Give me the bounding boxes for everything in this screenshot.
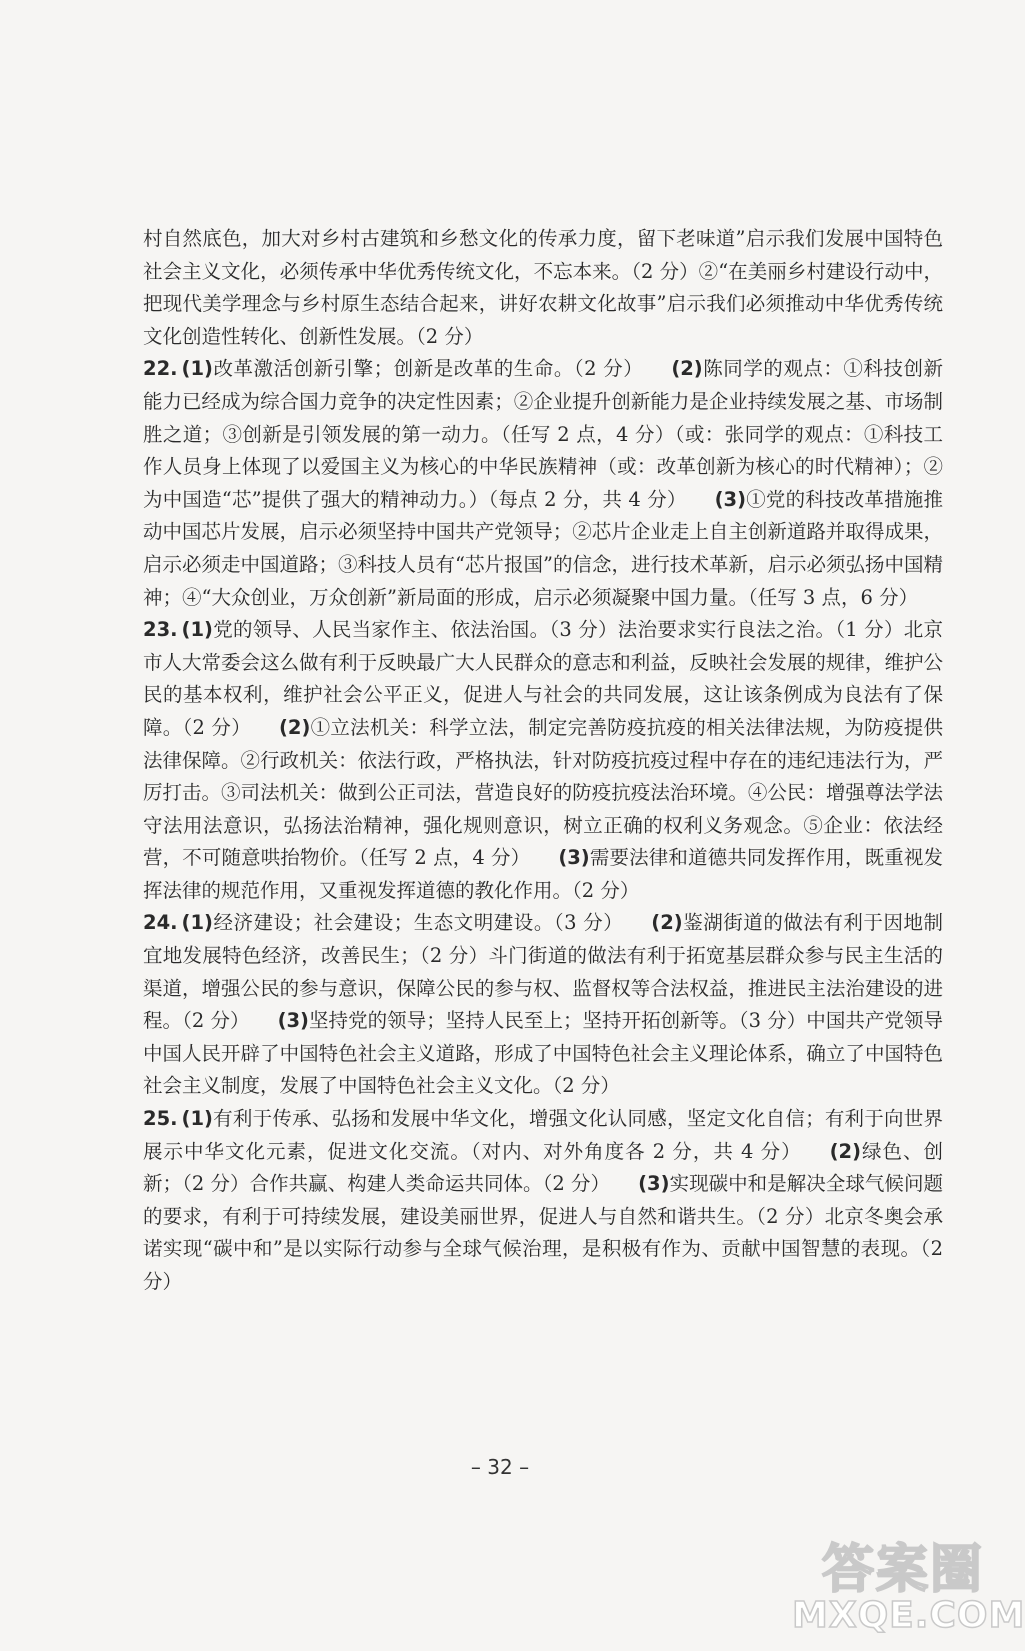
q25-part2-label: (2) — [829, 1139, 862, 1163]
q22-part3-text: ①党的科技改革措施推动中国芯片发展，启示必须坚持中国共产党领导；②芯片企业走上自主创新道路并取得成果，启示必须走中国道路；③科技人员有“芯片报国”的信念，进行技术革新，启示必须弘扬中国精神；④“大众创业，万众创新”新局面的形成，启示必须凝聚中国力量。（任写 3 点，6 分） — [143, 487, 943, 609]
q24-part3-text: 坚持党的领导；坚持人民至上；坚持开拓创新等。（3 分）中国共产党领导中国人民开辟了中国特色社会主义道路，形成了中国特色社会主义理论体系，确立了中国特色社会主义制度，发展了中国特色社会主义文化。（2 分） — [143, 1009, 944, 1098]
q22-part1-label: (1) — [181, 357, 213, 381]
q22-part3-label: (3) — [714, 487, 747, 511]
q24-part2-text: 鉴湖街道的做法有利于因地制宜地发展特色经济，改善民生；（2 分）斗门街道的做法有利于拓宽基层群众参与民主生活的渠道，增强公民的参与意识，保障公民的参与权、监督权等合法权益，推进民主法治建设的进程。（2 分） — [143, 911, 943, 1033]
q25-part2-text: 绿色、创新；（2 分）合作共赢、构建人类命运共同体。（2 分） — [143, 1139, 943, 1196]
answer-24 — [143, 907, 943, 1103]
q23-part3-text: 需要法律和道德共同发挥作用，既重视发挥法律的规范作用，又重视发挥道德的教化作用。（2 分） — [143, 846, 943, 902]
q23-part1-label: (1) — [181, 618, 213, 642]
q25-part1-text: 有利于传承、弘扬和发展中华文化，增强文化认同感，坚定文化自信；有利于向世界展示中华文化元素，促进文化交流。（对内、对外角度各 2 分，共 4 分） — [143, 1107, 943, 1163]
answer-23 — [143, 614, 943, 907]
q25-part1-label: (1) — [181, 1107, 213, 1131]
q23-part1-text: 党的领导、人民当家作主、依法治国。（3 分）法治要求实行良法之治。（1 分）北京市人大常委会这么做有利于反映最广大人民群众的意志和利益，反映社会发展的规律，维护公民的基本权利，维护社会公平正义，促进人与社会的共同发展，这让该条例成为良法有了保障。（2 分） — [143, 618, 943, 739]
watermark-logo-text: 答案圈 — [822, 1540, 985, 1600]
q25-part3-text: 实现碳中和是解决全球气候问题的要求，有利于可持续发展，建设美丽世界，促进人与自然和谐共生。（2 分）北京冬奥会承诺实现“碳中和”是以实际行动参与全球气候治理，是积极有作为、贡献中国智慧的表现。（2 分） — [143, 1172, 943, 1293]
q24-part1-label: (1) — [181, 911, 213, 935]
q24-part1-text: 经济建设；社会建设；生态文明建设。（3 分） — [212, 911, 624, 935]
answer-22 — [143, 353, 943, 614]
q24-part2-label: (2) — [651, 911, 683, 935]
answer-25 — [143, 1103, 943, 1299]
question-number-22: 22. — [143, 357, 178, 381]
intro-text: 村自然底色，加大对乡村古建筑和乡愁文化的传承力度，留下老味道”启示我们发展中国特色社会主义文化，必须传承中华优秀传统文化，不忘本来。（2 分）②“在美丽乡村建设行动中，把现代美学理念与乡村原生态结合起来，讲好农耕文化故事”启示我们必须推动中华优秀传统文化创造性转化、创新性发展。（2 分） — [143, 227, 943, 348]
q23-part2-text: ①立法机关：科学立法，制定完善防疫抗疫的相关法律法规，为防疫提供法律保障。②行政机关：依法行政，严格执法，针对防疫抗疫过程中存在的违纪违法行为，严厉打击。③司法机关：做到公正司法，营造良好的防疫抗疫法治环境。④公民：增强尊法学法守法用法意识，弘扬法治精神，强化规则意识，树立正确的权利义务观念。⑤企业：依法经营，不可随意哄抬物价。（任写 2 点，4 分） — [143, 715, 943, 870]
q23-part3-label: (3) — [558, 846, 590, 870]
watermark-logo — [792, 1527, 1025, 1645]
question-number-25: 25. — [143, 1107, 178, 1131]
question-number-23: 23. — [143, 618, 178, 642]
q24-part3-label: (3) — [277, 1009, 309, 1033]
q25-part3-label: (3) — [638, 1172, 670, 1196]
intro-paragraph — [143, 223, 943, 353]
q22-part2-text: 陈同学的观点：①科技创新能力已经成为综合国力竞争的决定性因素；②企业提升创新能力是企业持续发展之基、市场制胜之道；③创新是引领发展的第一动力。（任写 2 点，4 分）（或：张同学的观点：①科技工作人员身上体现了以爱国主义为核心的中华民族精神（或：改革创新为核心的时代精神）；②为中国造“芯”提供了强大的精神动力。）（每点 2 分，共 4 分） — [143, 357, 943, 511]
q22-part2-label: (2) — [671, 357, 703, 381]
question-number-24: 24. — [143, 911, 178, 935]
page-number: – 32 – — [470, 1455, 530, 1479]
answer-content — [143, 223, 943, 1299]
q23-part2-label: (2) — [278, 715, 311, 739]
q22-part1-text: 改革激活创新引擎；创新是改革的生命。（2 分） — [212, 357, 644, 381]
watermark-url-text: MXQE.COM — [792, 1595, 1025, 1636]
